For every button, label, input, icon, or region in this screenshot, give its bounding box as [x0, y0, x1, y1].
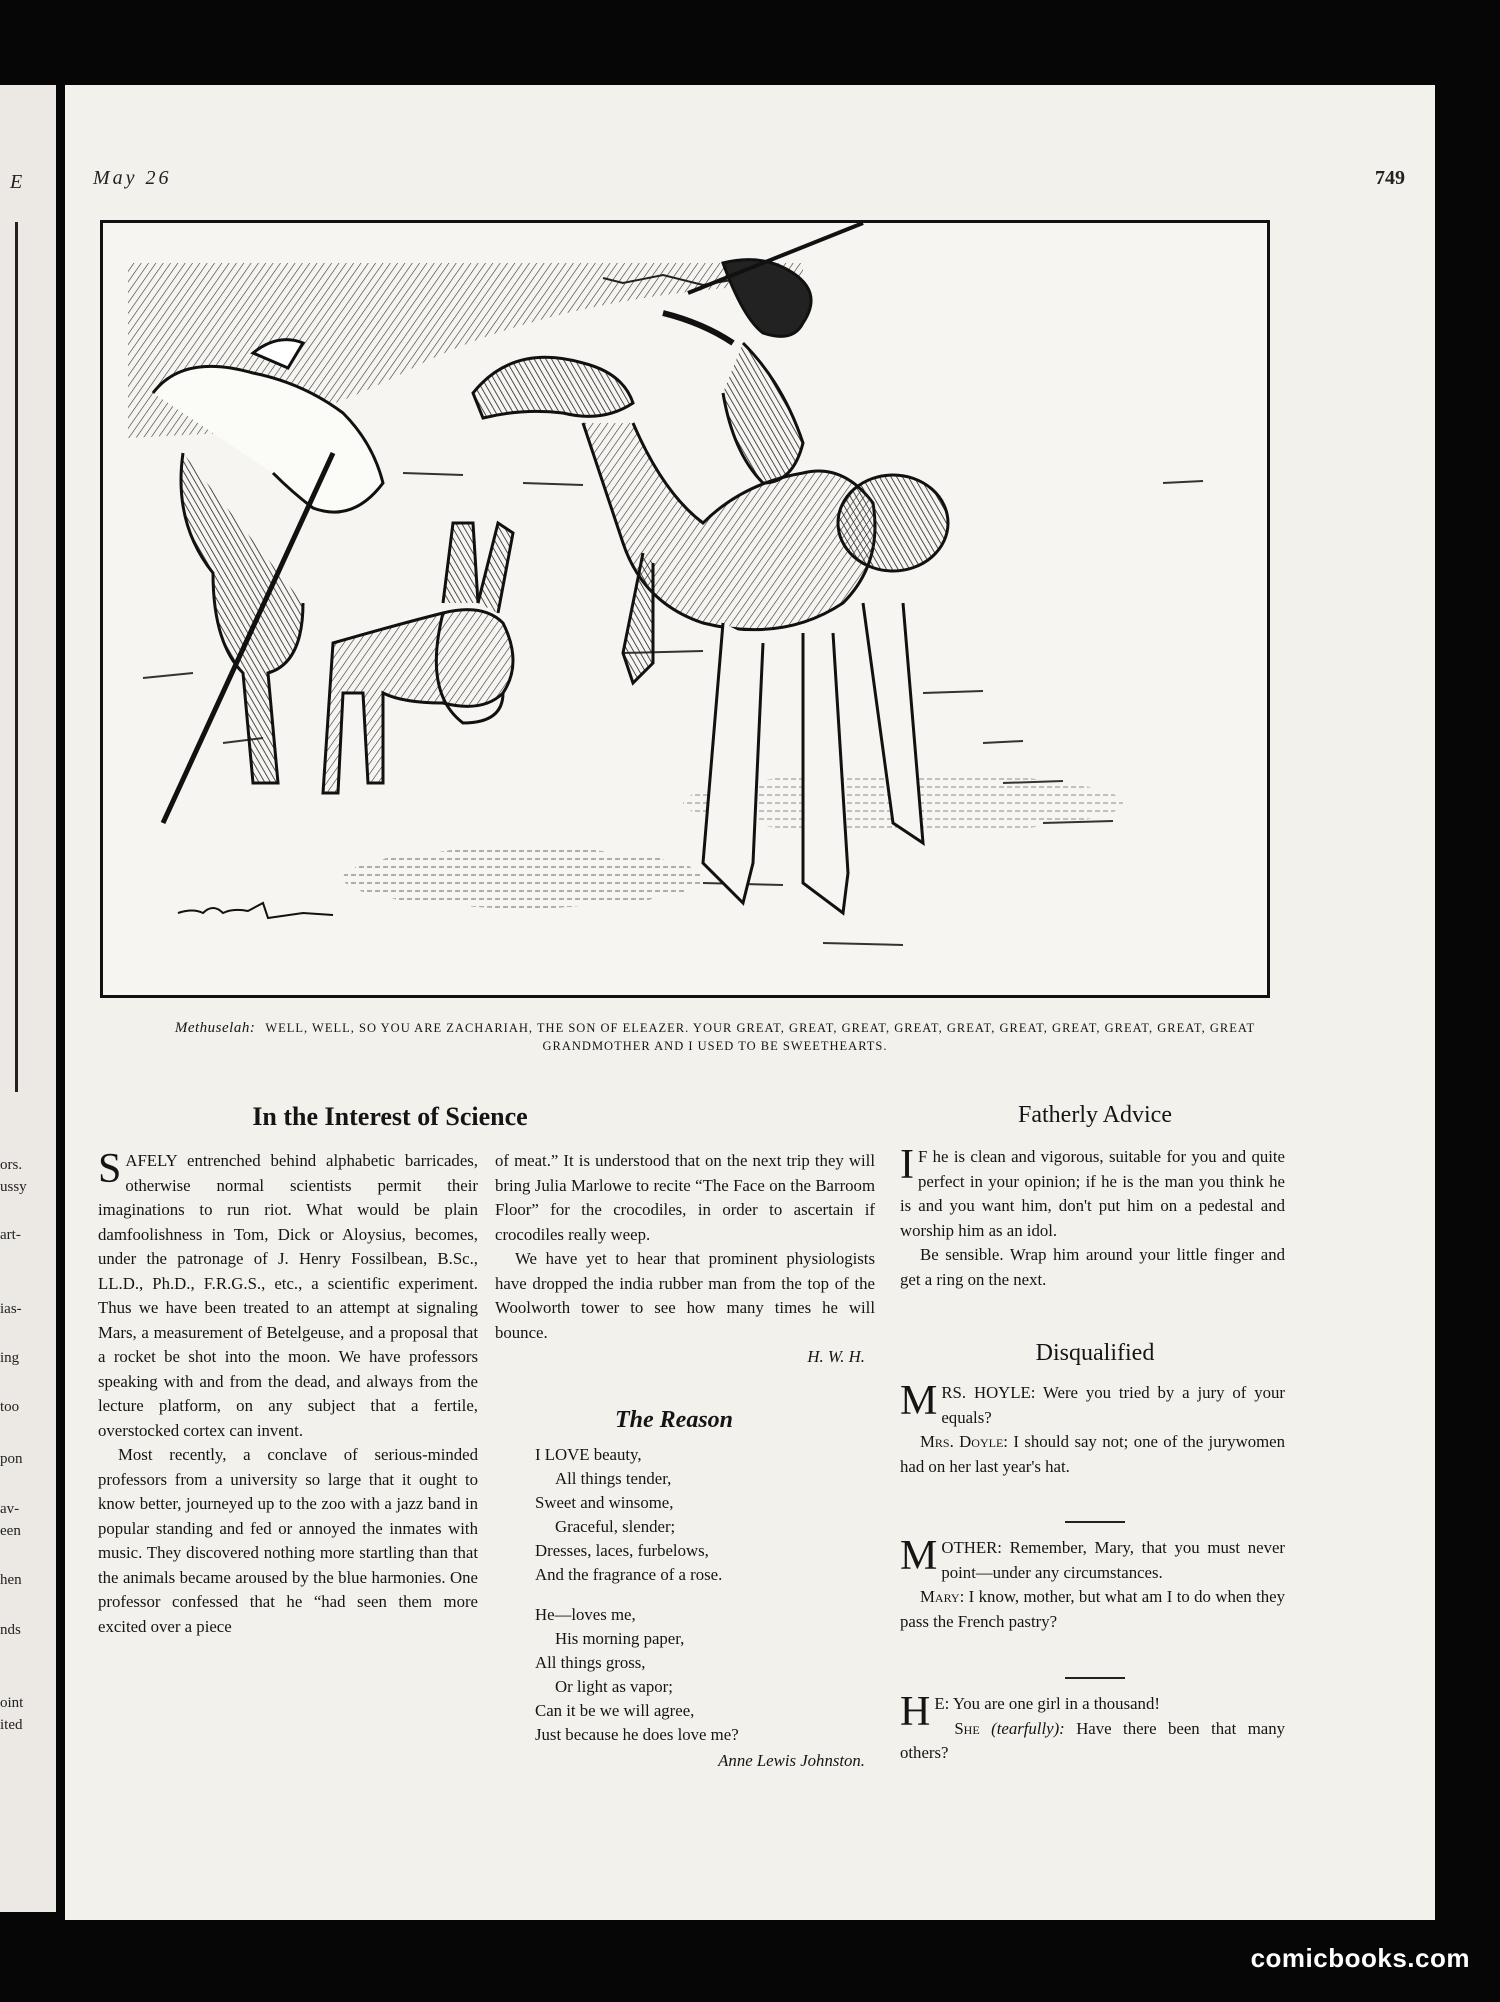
left-fragment: hen [0, 1572, 22, 1588]
donkey-figure [323, 523, 513, 793]
poem-line: All things tender, [555, 1469, 672, 1488]
article-signature: H. W. H. [807, 1347, 865, 1366]
fatherly-dropcap: I [900, 1142, 914, 1188]
disqualified-title: Disqualified [1035, 1340, 1155, 1366]
cartoon-caption [145, 1019, 1285, 1055]
poem-line: And the fragrance of a rose. [535, 1565, 723, 1584]
article-paragraph-1 [98, 1149, 478, 1443]
disqualified-joke-2 [900, 1533, 1285, 1634]
joke-3-line-1-text: E: You are one girl in a thousand! [934, 1694, 1160, 1713]
article-title: In the Interest of Science [252, 1102, 528, 1131]
joke-2-dropcap: M [900, 1533, 938, 1579]
poem-line: Sweet and winsome, [535, 1493, 674, 1512]
poem-line: Graceful, slender; [555, 1517, 676, 1536]
disqualified-joke-3 [900, 1689, 1285, 1766]
left-fragment: een [0, 1523, 21, 1539]
cartoon-illustration [100, 220, 1270, 998]
left-fragment: ussy [0, 1179, 27, 1195]
joke-2-speaker: Mary: [920, 1587, 965, 1606]
poem-author: Anne Lewis Johnston. [718, 1751, 865, 1770]
joke-2-line-2-text: I know, mother, but what am I to do when they pass the French pastry? [900, 1587, 1285, 1631]
article-paragraph-1-text: AFELY entrenched behind alphabetic barricades, otherwise normal scientists permit their imaginations to run riot. What would be plain damfoolishness in Tom, Dick or Aloysius, becomes, under the patronage of J. Henry Fossilbean, B.Sc., LL.D., Ph.D., F.R.G.S., etc., a scientific experiment. Thus we have been treated to an attempt at signaling Mars, a measurement of Betelgeuse, and a proposal that a rocket be shot into the moon. We have professors speaking with and from the dead, and always from the lecture platform, on any subject that a fertile, overstocked cortex can invent. [98, 1151, 478, 1440]
poem-line: Dresses, laces, furbelows, [535, 1541, 709, 1560]
left-fragment: ing [0, 1350, 20, 1366]
fatherly-paragraph-1-text: F he is clean and vigorous, suitable for you and quite perfect in your opinion; if he is the man you think he is and you want him, don't put him on a pedestal and worship him as an idol. [900, 1147, 1285, 1240]
caption-speaker: Methuselah: [174, 1020, 256, 1036]
fatherly-advice-title: Fatherly Advice [1018, 1102, 1172, 1128]
article-paragraph-2: Most recently, a conclave of serious-minded professors from a university so large that it ought to know better, journeyed up to the zoo with a jazz band in popular standing and fed or annoyed the inmates with music. They discovered nothing more startling than that the animals became aroused by the blue harmonies. One professor confessed that he “had seen them more excited over a piece [98, 1445, 478, 1636]
left-fragment: ias- [0, 1301, 22, 1317]
left-fragment: art- [0, 1227, 21, 1243]
left-fragment: ited [0, 1717, 23, 1733]
left-page-edge [0, 85, 56, 1912]
joke-1-dropcap: M [900, 1378, 938, 1424]
joke-1-speaker: Mrs. Doyle: [920, 1432, 1008, 1451]
caption-text: WELL, WELL, SO YOU ARE ZACHARIAH, THE SON OF ELEAZER. YOUR GREAT, GREAT, GREAT, GREAT, GREAT, GREAT, GREAT, GREAT, GREAT, GREAT GRANDMOTHER AND I USED TO BE SWEETHEARTS. [265, 1021, 1256, 1053]
left-fragment: av- [0, 1501, 20, 1517]
poem-body [535, 1443, 865, 1773]
article-column-2 [495, 1149, 875, 1370]
poem-line: I LOVE beauty, [535, 1445, 642, 1464]
poem-line: Or light as vapor; [555, 1677, 673, 1696]
article-paragraph-2-continued: of meat.” It is understood that on the next trip they will bring Julia Marlowe to recite “The Face on the Barroom Floor” for the crocodiles, in order to ascertain if crocodiles really weep. [495, 1151, 875, 1244]
left-fragment: nds [0, 1622, 21, 1638]
artist-signature [178, 903, 333, 918]
joke-3-line-2 [900, 1717, 1285, 1766]
joke-1-line-1-text: RS. HOYLE: Were you tried by a jury of your equals? [941, 1383, 1285, 1427]
fatherly-paragraph-2: Be sensible. Wrap him around your little finger and get a ring on the next. [900, 1245, 1285, 1289]
joke-1-line-2 [900, 1430, 1285, 1479]
left-fragment: pon [0, 1451, 23, 1467]
joke-1-line-2-text: I should say not; one of the jurywomen had on her last year's hat. [900, 1432, 1285, 1476]
left-page-rule [0, 222, 18, 1092]
left-fragment: too [0, 1399, 20, 1415]
article-column-1 [98, 1149, 478, 1849]
joke-1-line-1 [900, 1378, 1285, 1430]
joke-2-line-1 [900, 1533, 1285, 1585]
left-page-header-fragment: E [10, 171, 23, 193]
page-number: 749 [1375, 167, 1405, 189]
old-man-figure [153, 340, 383, 823]
page-date: May 26 [93, 167, 172, 189]
fatherly-advice-body [900, 1142, 1285, 1292]
left-fragment: ors. [0, 1157, 23, 1173]
joke-3-speaker: She [954, 1718, 980, 1738]
divider-2 [1065, 1677, 1125, 1679]
cartoon-drawing [103, 223, 1267, 995]
joke-3-line-2-text: Have there been that many others? [900, 1718, 1285, 1762]
divider-1 [1065, 1521, 1125, 1523]
poem-line: He—loves me, [535, 1605, 636, 1624]
poem-line: His morning paper, [555, 1629, 685, 1648]
joke-3-dropcap: H [900, 1689, 931, 1735]
joke-2-line-2 [900, 1585, 1285, 1634]
poem-title: The Reason [615, 1407, 734, 1433]
article-dropcap: S [98, 1149, 122, 1192]
joke-2-line-1-text: OTHER: Remember, Mary, that you must never point—under any circumstances. [941, 1538, 1285, 1582]
disqualified-joke-1 [900, 1378, 1285, 1479]
joke-3-paren: (tearfully): [991, 1718, 1065, 1738]
poem-line: Can it be we will agree, [535, 1701, 695, 1720]
methuselah-rider-figure [663, 223, 863, 483]
poem-line: All things gross, [535, 1653, 646, 1672]
poem-line: Just because he does love me? [535, 1725, 739, 1744]
article-paragraph-3: We have yet to hear that prominent physiologists have dropped the india rubber man from the top of the Woolworth tower to see how many times he will bounce. [495, 1249, 875, 1342]
left-fragment: oint [0, 1695, 24, 1711]
site-watermark: comicbooks.com [1250, 1943, 1470, 1973]
magazine-page [65, 85, 1435, 1920]
fatherly-paragraph-1 [900, 1142, 1285, 1243]
